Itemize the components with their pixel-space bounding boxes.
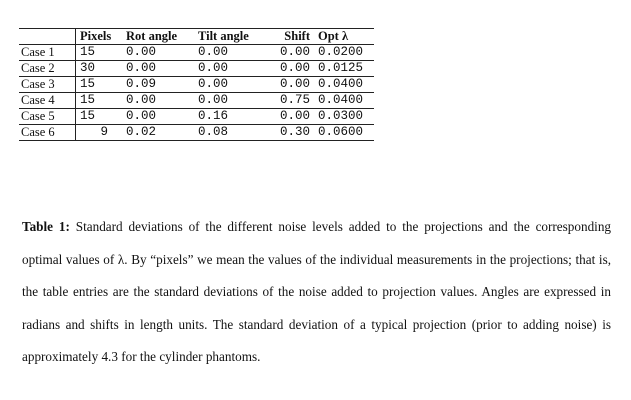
table-corner-cell [19, 29, 76, 45]
cell-opt-lambda: 0.0125 [314, 61, 374, 77]
table-row [19, 45, 374, 61]
cell-shift: 0.00 [266, 61, 314, 77]
cell-opt-lambda: 0.0300 [314, 109, 374, 125]
cell-pixels: 15 [76, 109, 123, 125]
cell-rot-angle: 0.00 [122, 45, 194, 61]
row-label: Case 5 [19, 109, 76, 125]
cell-opt-lambda: 0.0200 [314, 45, 374, 61]
caption-text: Standard deviations of the different noise levels added to the projections and the corresponding optimal values of λ. By “pixels” we mean the values of the individual measurements in the projections; that is, the table entries are the standard deviations of the noise added to projection values. Angles are expressed in radians and shifts in length units. The standard deviation of a typical projection (prior to adding noise) is approximately 4.3 for the cylinder phantoms. [22, 219, 612, 364]
cell-opt-lambda: 0.0600 [314, 125, 374, 141]
table-row [19, 61, 374, 77]
table-row [19, 77, 374, 93]
cell-rot-angle: 0.00 [122, 93, 194, 109]
table-caption [22, 211, 611, 374]
cell-pixels: 9 [76, 125, 123, 141]
cell-pixels: 15 [76, 45, 123, 61]
cell-opt-lambda: 0.0400 [314, 77, 374, 93]
noise-levels-table [19, 28, 374, 141]
header-pixels: Pixels [76, 29, 123, 45]
caption-label: Table 1: [22, 219, 70, 234]
cell-rot-angle: 0.00 [122, 61, 194, 77]
row-label: Case 6 [19, 125, 76, 141]
row-label: Case 3 [19, 77, 76, 93]
row-label: Case 2 [19, 61, 76, 77]
header-rot-angle: Rot angle [122, 29, 194, 45]
header-shift: Shift [266, 29, 314, 45]
table-header-row [19, 29, 374, 45]
row-label: Case 4 [19, 93, 76, 109]
cell-opt-lambda: 0.0400 [314, 93, 374, 109]
cell-shift: 0.00 [266, 45, 314, 61]
table-row [19, 109, 374, 125]
cell-shift: 0.00 [266, 109, 314, 125]
cell-rot-angle: 0.09 [122, 77, 194, 93]
cell-tilt-angle: 0.00 [194, 77, 266, 93]
cell-shift: 0.00 [266, 77, 314, 93]
row-label: Case 1 [19, 45, 76, 61]
cell-shift: 0.30 [266, 125, 314, 141]
cell-shift: 0.75 [266, 93, 314, 109]
cell-pixels: 15 [76, 77, 123, 93]
cell-tilt-angle: 0.00 [194, 45, 266, 61]
table-row [19, 93, 374, 109]
cell-tilt-angle: 0.08 [194, 125, 266, 141]
table-row [19, 125, 374, 141]
cell-tilt-angle: 0.00 [194, 93, 266, 109]
header-opt-lambda: Opt λ [314, 29, 374, 45]
cell-pixels: 15 [76, 93, 123, 109]
header-tilt-angle: Tilt angle [194, 29, 266, 45]
cell-rot-angle: 0.00 [122, 109, 194, 125]
cell-pixels: 30 [76, 61, 123, 77]
cell-tilt-angle: 0.00 [194, 61, 266, 77]
cell-tilt-angle: 0.16 [194, 109, 266, 125]
cell-rot-angle: 0.02 [122, 125, 194, 141]
